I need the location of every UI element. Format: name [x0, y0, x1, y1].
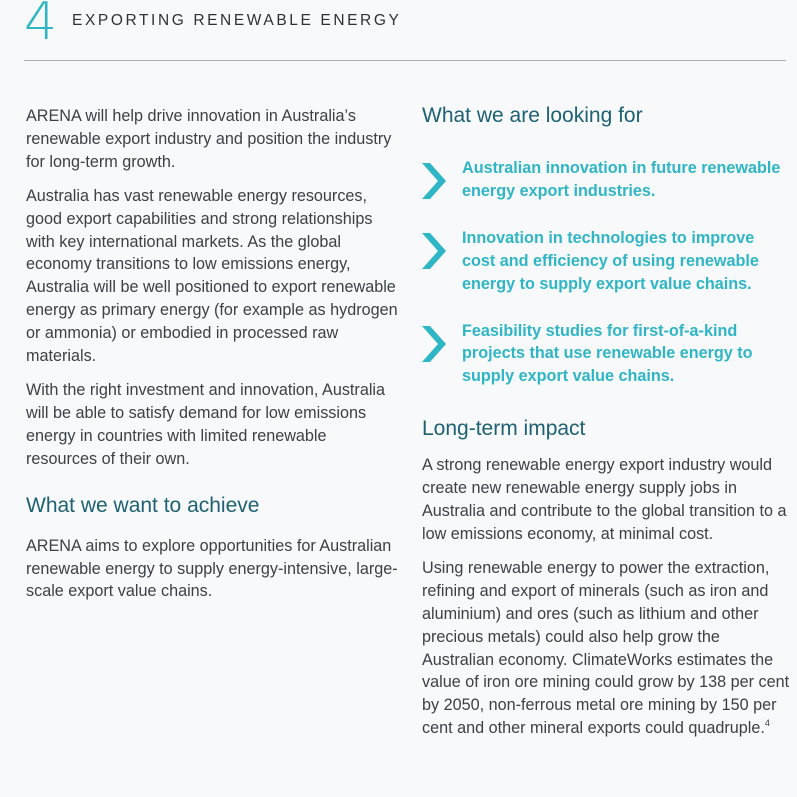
impact-paragraph: A strong renewable energy export industry would create new renewable energy supply jobs in Australia and contribute to the global transition to a low emissions economy, at minimal cost. — [422, 456, 787, 543]
chapter-header — [24, 0, 786, 60]
left-column — [26, 105, 398, 614]
chevron-right-icon — [422, 326, 446, 362]
looking-heading: What we are looking for — [422, 104, 643, 127]
achieve-heading: What we want to achieve — [26, 493, 260, 517]
minerals-paragraph-text: Using renewable energy to power the extraction, refining and export of minerals (such as iron and aluminium) and ores (such as lithium and other precious metals) could also help grow the Australian economy. ClimateWorks estimates the value of iron ore mining could grow by 138 per cent by 2050, non-ferrous metal ore mining by 150 per cent and other mineral exports could quadruple. — [422, 558, 790, 738]
chevron-right-icon — [422, 163, 446, 199]
intro-paragraph: ARENA will help drive innovation in Australia’s renewable export industry and position the industry for long-term growth. — [26, 107, 392, 171]
right-column — [422, 103, 792, 751]
investment-paragraph: With the right investment and innovation, Australia will be able to satisfy demand for low emissions energy in countries with limited renewable resources of their own. — [26, 380, 386, 468]
chapter-title: EXPORTING RENEWABLE ENERGY — [72, 12, 402, 29]
looking-item — [422, 320, 792, 389]
chapter-number: 4 — [24, 0, 58, 52]
footnote-ref: 4 — [764, 718, 770, 729]
minerals-paragraph — [422, 557, 792, 740]
header-divider — [24, 60, 786, 61]
chevron-right-icon — [422, 233, 446, 269]
achieve-paragraph: ARENA aims to explore opportunities for Australian renewable energy to supply energy-intensive, large-scale export value chains. — [26, 536, 398, 601]
looking-item — [422, 157, 792, 203]
resources-paragraph: Australia has vast renewable energy resources, good export capabilities and strong relationships with key international markets. As the global economy transitions to low emissions energy, Australia will be well positioned to export renewable energy as primary energy (for example as hydrogen or ammonia) or embodied in processed raw materials. — [26, 186, 398, 366]
looking-item-text: Australian innovation in future renewable energy export industries. — [462, 159, 781, 200]
looking-item — [422, 227, 792, 296]
impact-heading: Long-term impact — [422, 417, 586, 441]
looking-item-text: Innovation in technologies to improve cost and efficiency of using renewable energy to supply export value chains. — [462, 228, 759, 293]
looking-item-text: Feasibility studies for first-of-a-kind projects that use renewable energy to supply export value chains. — [462, 321, 753, 386]
